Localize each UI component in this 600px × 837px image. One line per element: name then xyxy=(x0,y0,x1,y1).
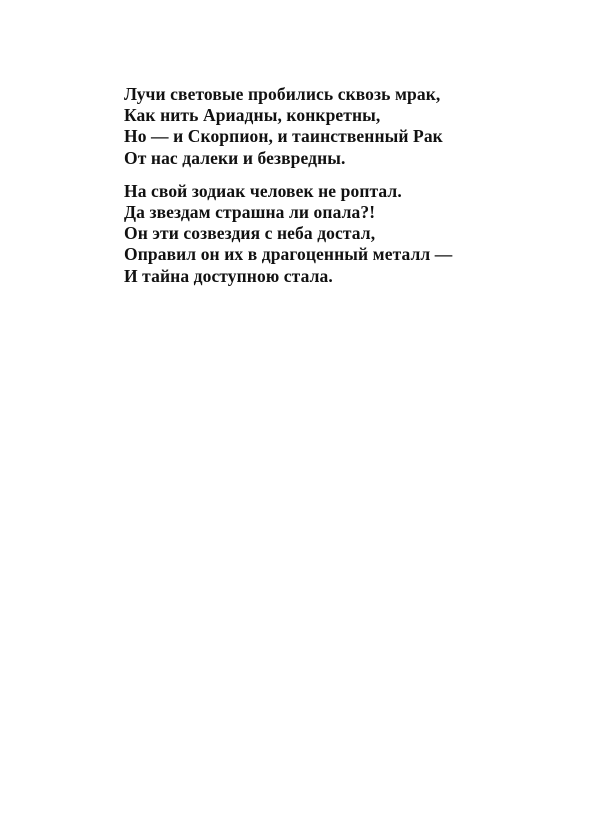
poem-line: На свой зодиак человек не роптал. xyxy=(124,180,402,201)
poem-line: И тайна доступною стала. xyxy=(124,265,333,286)
poem-line: Он эти созвездия с неба достал, xyxy=(124,223,376,244)
poem-line: Лучи световые пробились сквозь мрак, xyxy=(124,84,441,104)
poem-line: Да звездам страшна ли опала?! xyxy=(124,202,376,223)
poem-line: Как нить Ариадны, конкретны, xyxy=(124,105,381,126)
poem-line: От нас далеки и безвредны. xyxy=(124,147,346,168)
poem xyxy=(124,84,544,287)
poem-line: Но — и Скорпион, и таинственный Рак xyxy=(124,126,443,147)
poem-line: Оправил он их в драгоценный металл — xyxy=(124,244,453,265)
stanza-1 xyxy=(124,84,544,169)
stanza-2 xyxy=(124,181,544,287)
